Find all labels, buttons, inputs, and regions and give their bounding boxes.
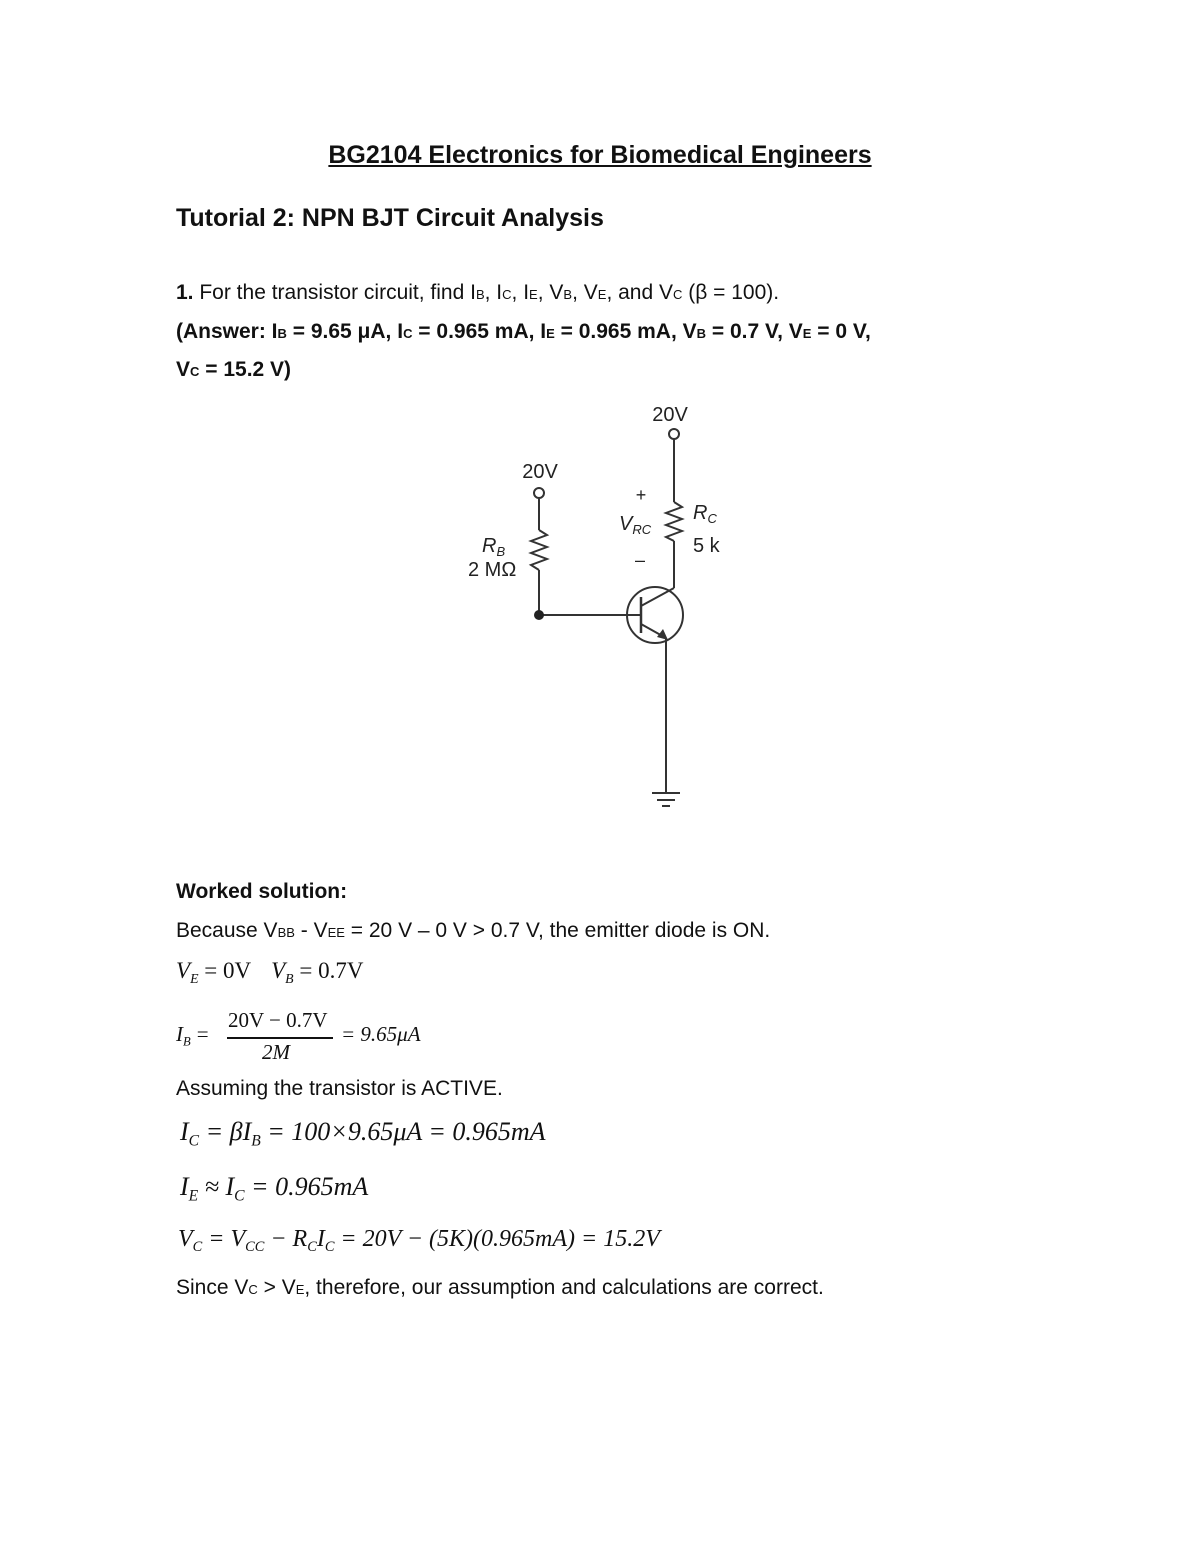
worked-solution-heading: Worked solution: [176,880,348,903]
rb-label: $R_B$ [482,535,506,559]
tutorial-title: Tutorial 2: NPN BJT Circuit Analysis [176,204,604,232]
course-title: BG2104 Electronics for Biomedical Engineers [328,141,872,169]
equation-ie: $I_E \approx I_C = 0.965mA$ [180,1172,369,1205]
equation-ib-result: = 9.65μA [341,1022,421,1046]
rb-resistor [531,530,547,570]
vcc-base-terminal [534,488,544,498]
assumption-line: Assuming the transistor is ACTIVE. [176,1077,503,1100]
question-1: 1. For the transistor circuit, find IB, IC, IE, VB, VE, and VC (β = 100). [176,281,780,304]
equation-ib-fraction-bar [227,1037,333,1039]
transistor-collector-lead [641,588,674,606]
vcc-base-label: 20V [522,461,558,483]
equation-ib-lhs: $I_B$ = [176,1022,209,1049]
equation-ib-denominator: 2M [262,1040,290,1064]
conclusion-line: Since VC > VE, therefore, our assumption and calculations are correct. [176,1276,824,1299]
rc-value: 5 k [693,535,720,557]
vrc-label: $V_{RC}$ [619,513,652,537]
equation-vc: $V_C = V_{CC} - R_CI_C = 20V - (5K)(0.965mA) = 15.2V$ [178,1226,660,1256]
solution-line-1: Because VBB - VEE = 20 V – 0 V > 0.7 V, the emitter diode is ON. [176,919,771,942]
junction-dot [534,610,544,620]
question-number: 1. [176,281,194,304]
vrc-plus-sign: + [635,485,647,505]
equation-ib-numerator: 20V − 0.7V [228,1008,328,1032]
rb-value: 2 MΩ [468,559,517,581]
vcc-collector-label: 20V [652,404,688,426]
vcc-collector-terminal [669,429,679,439]
rc-label: $R_C$ [693,502,717,526]
equation-ic: $I_C = \beta I_B = 100\times 9.65\mu A = 0.965mA$ [180,1117,546,1150]
equation-ve-vb: $V_E = 0V$ $V_B = 0.7V$ [176,958,364,986]
rc-resistor [666,502,682,541]
answer-line-1: (Answer: IB = 9.65 μA, IC = 0.965 mA, IE = 0.965 mA, VB = 0.7 V, VE = 0 V, [176,320,871,343]
answer-line-2: VC = 15.2 V) [176,358,292,381]
vrc-minus-sign: – [634,550,646,570]
